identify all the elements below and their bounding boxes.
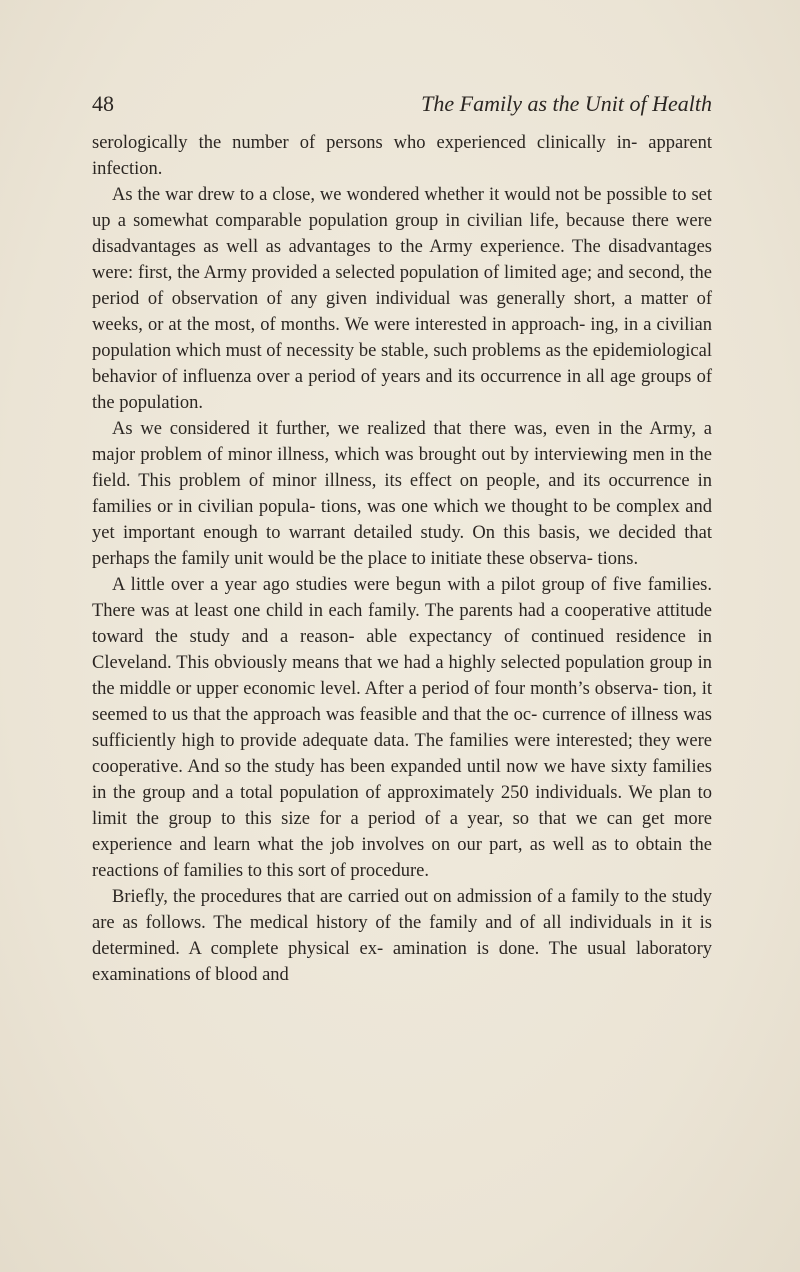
- paragraph-procedures: Briefly, the procedures that are carried out on admission of a family to the study are as follows. The medical history of the family and of all individuals in it is determined. A complete physical ex- amination is done. The usual laboratory examinations of blood and: [92, 887, 712, 985]
- paragraph-minor-illness: As we considered it further, we realized that there was, even in the Army, a major problem of minor illness, which was brought out by interviewing men in the field. This problem of minor illness, its effect on people, and its occurrence in families or in civilian popula- tions, was one which we thought to be complex and yet important enough to warrant detailed study. On this basis, we decided that perhaps the family unit would be the place to initiate these observa- tions.: [92, 419, 712, 569]
- page-number: 48: [92, 91, 114, 116]
- body-text: [92, 130, 712, 988]
- paragraph-pilot-group: A little over a year ago studies were begun with a pilot group of five families. There was at least one child in each family. The parents had a cooperative attitude toward the study and a reason- able expectancy of continued residence in Cleveland. This obviously means that we had a highly selected population group in the middle or upper economic level. After a period of four month’s observa- tion, it seemed to us that the approach was feasible and that the oc- currence of illness was sufficiently high to provide adequate data. The families were interested; they were cooperative. And so the study has been expanded until now we have sixty families in the group and a total population of approximately 250 individuals. We plan to limit the group to this size for a period of a year, so that we can get more experience and learn what the job involves on our part, as well as to obtain the reactions of families to this sort of procedure.: [92, 575, 712, 881]
- paragraph-war-close: As the war drew to a close, we wondered whether it would not be possible to set up a somewhat comparable population group in civilian life, because there were disadvantages as well as advantages to the Army experience. The disadvantages were: first, the Army provided a selected population of limited age; and second, the period of observation of any given individual was generally short, a matter of weeks, or at the most, of months. We were interested in approach- ing, in a civilian population which must of necessity be stable, such problems as the epidemiological behavior of influenza over a period of years and its occurrence in all age groups of the population.: [92, 185, 712, 413]
- running-title: The Family as the Unit of Health: [421, 91, 712, 116]
- page-header: [92, 88, 712, 120]
- paragraph-continued: serologically the number of persons who experienced clinically in- apparent infection.: [92, 133, 712, 179]
